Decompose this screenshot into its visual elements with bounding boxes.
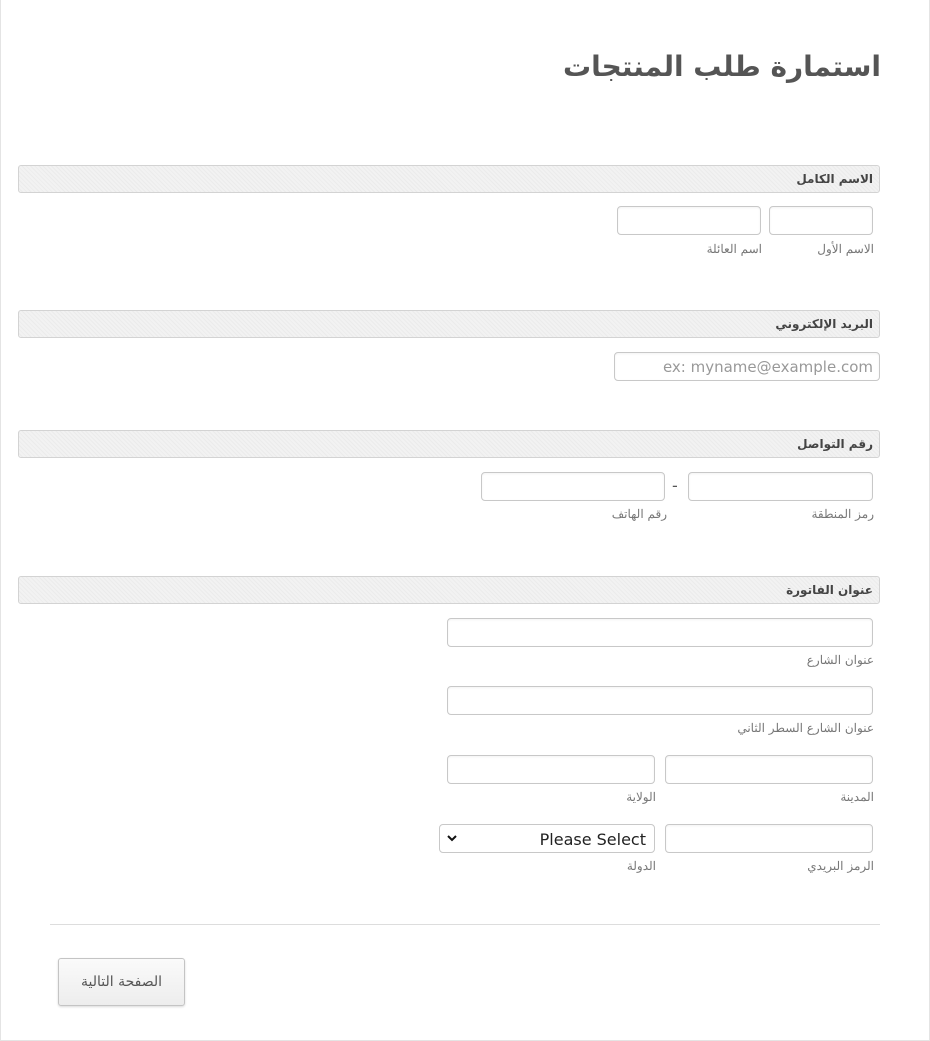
full-name-section-header [18, 165, 880, 193]
first-name-input[interactable] [769, 206, 873, 235]
phone-section-label: رقم التواصل [797, 437, 873, 451]
first-name-sublabel: الاسم الأول [817, 242, 874, 256]
state-sublabel: الولاية [626, 790, 656, 804]
country-sublabel: الدولة [626, 859, 656, 873]
email-section-header [18, 310, 880, 338]
phone-section-header [18, 430, 880, 458]
city-sublabel: المدينة [840, 790, 874, 804]
chevron-down-icon [447, 833, 457, 843]
area-code-sublabel: رمز المنطقة [811, 507, 874, 521]
street-address-line2-sublabel: عنوان الشارع السطر الثاني [737, 721, 874, 735]
full-name-section-label: الاسم الكامل [796, 172, 873, 186]
country-select-value: Please Select [539, 830, 646, 849]
billing-section-header [18, 576, 880, 604]
area-code-input[interactable] [688, 472, 873, 501]
footer-divider [50, 924, 880, 925]
phone-number-sublabel: رقم الهاتف [611, 507, 667, 521]
billing-section-label: عنوان الفاتورة [786, 583, 873, 597]
street-address-line2-input[interactable] [447, 686, 873, 715]
country-select[interactable] [439, 824, 655, 853]
next-page-button[interactable]: الصفحة التالية [58, 958, 185, 1006]
email-input[interactable] [614, 352, 880, 381]
email-section-label: البريد الإلكتروني [775, 317, 873, 331]
city-input[interactable] [665, 755, 873, 784]
last-name-sublabel: اسم العائلة [706, 242, 762, 256]
street-address-sublabel: عنوان الشارع [806, 653, 874, 667]
zip-code-sublabel: الرمز البريدي [807, 859, 874, 873]
phone-number-input[interactable] [481, 472, 665, 501]
zip-code-input[interactable] [665, 824, 873, 853]
street-address-input[interactable] [447, 618, 873, 647]
phone-separator: - [672, 476, 678, 495]
page-title: استمارة طلب المنتجات [562, 50, 881, 83]
last-name-input[interactable] [617, 206, 761, 235]
state-input[interactable] [447, 755, 655, 784]
